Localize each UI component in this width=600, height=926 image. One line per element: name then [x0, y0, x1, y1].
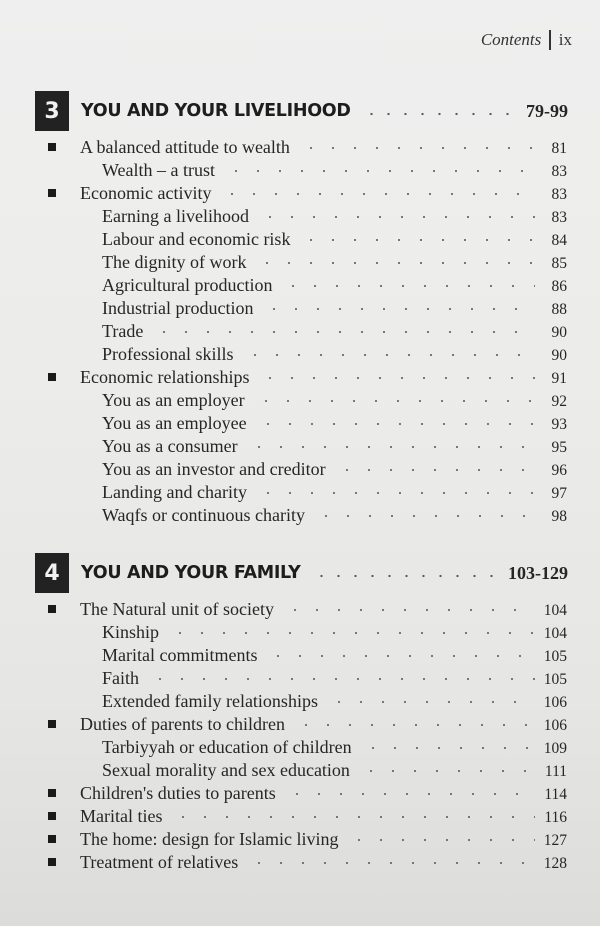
toc-page-number: 83: [551, 186, 567, 203]
toc-page-number: 90: [551, 324, 567, 341]
toc-page-number: 83: [551, 163, 567, 180]
toc-page-number: 93: [551, 416, 567, 433]
toc-page-number: 128: [543, 855, 567, 872]
toc-entry-title: Marital commitments: [102, 645, 258, 665]
toc-section-entry[interactable]: [0, 599, 600, 622]
toc-section-entry[interactable]: [0, 183, 600, 206]
dot-leader: [169, 628, 535, 638]
dot-leader: [255, 396, 535, 406]
toc-entry-title: You as a consumer: [102, 436, 238, 456]
dot-leader: [267, 651, 535, 661]
dot-leader: [282, 281, 535, 291]
toc-section-entry[interactable]: [0, 852, 600, 875]
toc-page-number: 97: [551, 485, 567, 502]
toc-subsection-entry[interactable]: [0, 459, 600, 482]
running-head: [481, 30, 572, 50]
chapter-number-badge: 4: [35, 553, 69, 593]
toc-subsection-entry[interactable]: [0, 321, 600, 344]
toc-entry-title: Tarbiyyah or education of children: [102, 737, 352, 757]
toc-page-number: 95: [551, 439, 567, 456]
toc-entry-title: The Natural unit of society: [80, 599, 274, 619]
toc-entry-title: Treatment of relatives: [80, 852, 239, 872]
chapter-number-badge: 3: [35, 91, 69, 131]
square-bullet-icon: [48, 373, 56, 381]
running-head-divider: [549, 30, 551, 50]
square-bullet-icon: [48, 605, 56, 613]
toc-subsection-entry[interactable]: [0, 482, 600, 505]
dot-leader: [248, 858, 535, 868]
toc-subsection-entry[interactable]: [0, 505, 600, 528]
square-bullet-icon: [48, 789, 56, 797]
dot-leader: [149, 674, 535, 684]
dot-leader: [153, 327, 535, 337]
toc-page-number: 105: [543, 648, 567, 665]
toc-entry-title: Agricultural production: [102, 275, 273, 295]
toc-entry-title: Industrial production: [102, 298, 254, 318]
toc-section-entry[interactable]: [0, 806, 600, 829]
square-bullet-icon: [48, 812, 56, 820]
square-bullet-icon: [48, 189, 56, 197]
dot-leader: [172, 812, 535, 822]
toc-entry-title: Duties of parents to children: [80, 714, 285, 734]
toc-entry-title: Professional skills: [102, 344, 234, 364]
toc-page-number: 81: [551, 140, 567, 157]
toc-page-number: 98: [551, 508, 567, 525]
dot-leader: [300, 143, 535, 153]
toc-subsection-entry[interactable]: [0, 691, 600, 714]
toc-section-entry[interactable]: [0, 367, 600, 390]
dot-leader: [244, 350, 535, 360]
toc-section-entry[interactable]: [0, 829, 600, 852]
dot-leader: [221, 189, 535, 199]
dot-leader: [284, 605, 535, 615]
dot-leader: [360, 766, 535, 776]
dot-leader: [259, 212, 535, 222]
toc-subsection-entry[interactable]: [0, 160, 600, 183]
toc-entry-title: You as an employee: [102, 413, 247, 433]
toc-entry-title: You as an employer: [102, 390, 245, 410]
toc-entry-title: Earning a livelihood: [102, 206, 249, 226]
toc-entry-title: Sexual morality and sex education: [102, 760, 350, 780]
dot-leader: [336, 465, 535, 475]
dot-leader: [295, 720, 535, 730]
toc-subsection-entry[interactable]: [0, 668, 600, 691]
toc-entry-title: You as an investor and creditor: [102, 459, 326, 479]
running-head-title: Contents: [480, 30, 542, 49]
square-bullet-icon: [48, 143, 56, 151]
toc-subsection-entry[interactable]: [0, 737, 600, 760]
toc-page-number: 106: [543, 694, 567, 711]
toc-subsection-entry[interactable]: [0, 645, 600, 668]
toc-subsection-entry[interactable]: [0, 229, 600, 252]
square-bullet-icon: [48, 835, 56, 843]
dot-leader: [248, 442, 535, 452]
toc-subsection-entry[interactable]: [0, 275, 600, 298]
toc-page-number: 116: [544, 809, 567, 826]
dot-leader: [257, 419, 535, 429]
toc-page-number: 83: [551, 209, 567, 226]
toc-entry-title: Waqfs or continuous charity: [102, 505, 306, 525]
toc-entry-title: Labour and economic risk: [102, 229, 291, 249]
dot-leader: [257, 488, 535, 498]
square-bullet-icon: [48, 720, 56, 728]
toc-page-number: 84: [551, 232, 567, 249]
dot-leader: [315, 511, 535, 521]
toc-entry-title: Children's duties to parents: [80, 783, 276, 803]
dot-leader: [363, 107, 514, 121]
toc-page-number: 105: [543, 671, 567, 688]
toc-page-number: 92: [551, 393, 567, 410]
square-bullet-icon: [48, 858, 56, 866]
toc-entry-title: Kinship: [102, 622, 160, 642]
toc-entry-title: Economic relationships: [80, 367, 250, 387]
toc-page-number: 91: [551, 370, 567, 387]
toc-page-number: 88: [551, 301, 567, 318]
toc-entry-title: Trade: [102, 321, 144, 341]
dot-leader: [263, 304, 535, 314]
toc-subsection-entry[interactable]: [0, 298, 600, 321]
toc-entry-title: Wealth – a trust: [102, 160, 216, 180]
chapter-4-entries: [0, 599, 600, 875]
toc-subsection-entry[interactable]: [0, 622, 600, 645]
dot-leader: [362, 743, 535, 753]
toc-page-number: 90: [551, 347, 567, 364]
toc-page-number: 104: [543, 602, 567, 619]
chapter-page-range: 79-99: [526, 100, 568, 121]
toc-page-number: 111: [544, 763, 567, 780]
toc-entry-title: The dignity of work: [102, 252, 247, 272]
chapter-page-range: 103-129: [508, 562, 568, 583]
chapter-title: YOU AND YOUR LIVELIHOOD: [81, 101, 351, 121]
toc-page-number: 85: [551, 255, 567, 272]
dot-leader: [259, 373, 535, 383]
toc-subsection-entry[interactable]: [0, 252, 600, 275]
dot-leader: [313, 569, 496, 583]
chapter-title: YOU AND YOUR FAMILY: [81, 563, 301, 583]
toc-page-number: 109: [543, 740, 567, 757]
chapter-3-entries: [0, 137, 600, 528]
toc-subsection-entry[interactable]: [0, 344, 600, 367]
toc-page-number: 104: [543, 625, 567, 642]
toc-entry-title: The home: design for Islamic living: [80, 829, 339, 849]
dot-leader: [256, 258, 535, 268]
toc-subsection-entry[interactable]: [0, 413, 600, 436]
toc-entry-title: Marital ties: [80, 806, 163, 826]
running-head-page-number: ix: [558, 30, 572, 49]
chapter-4-heading[interactable]: [35, 553, 568, 593]
toc-entry-title: Economic activity: [80, 183, 212, 203]
dot-leader: [328, 697, 535, 707]
dot-leader: [300, 235, 535, 245]
toc-subsection-entry[interactable]: [0, 760, 600, 783]
toc-subsection-entry[interactable]: [0, 390, 600, 413]
dot-leader: [225, 166, 535, 176]
toc-entry-title: Landing and charity: [102, 482, 247, 502]
toc-page-number: 106: [543, 717, 567, 734]
chapter-3-heading[interactable]: [35, 91, 568, 131]
toc-page-number: 86: [551, 278, 567, 295]
toc-section-entry[interactable]: [0, 783, 600, 806]
toc-page-number: 127: [543, 832, 567, 849]
toc-section-entry[interactable]: [0, 714, 600, 737]
toc-page-number: 114: [544, 786, 567, 803]
toc-entry-title: A balanced attitude to wealth: [80, 137, 290, 157]
toc-subsection-entry[interactable]: [0, 436, 600, 459]
dot-leader: [348, 835, 535, 845]
toc-subsection-entry[interactable]: [0, 206, 600, 229]
toc-section-entry[interactable]: [0, 137, 600, 160]
toc-page-number: 96: [551, 462, 567, 479]
dot-leader: [286, 789, 535, 799]
toc-entry-title: Faith: [102, 668, 140, 688]
toc-entry-title: Extended family relationships: [102, 691, 318, 711]
